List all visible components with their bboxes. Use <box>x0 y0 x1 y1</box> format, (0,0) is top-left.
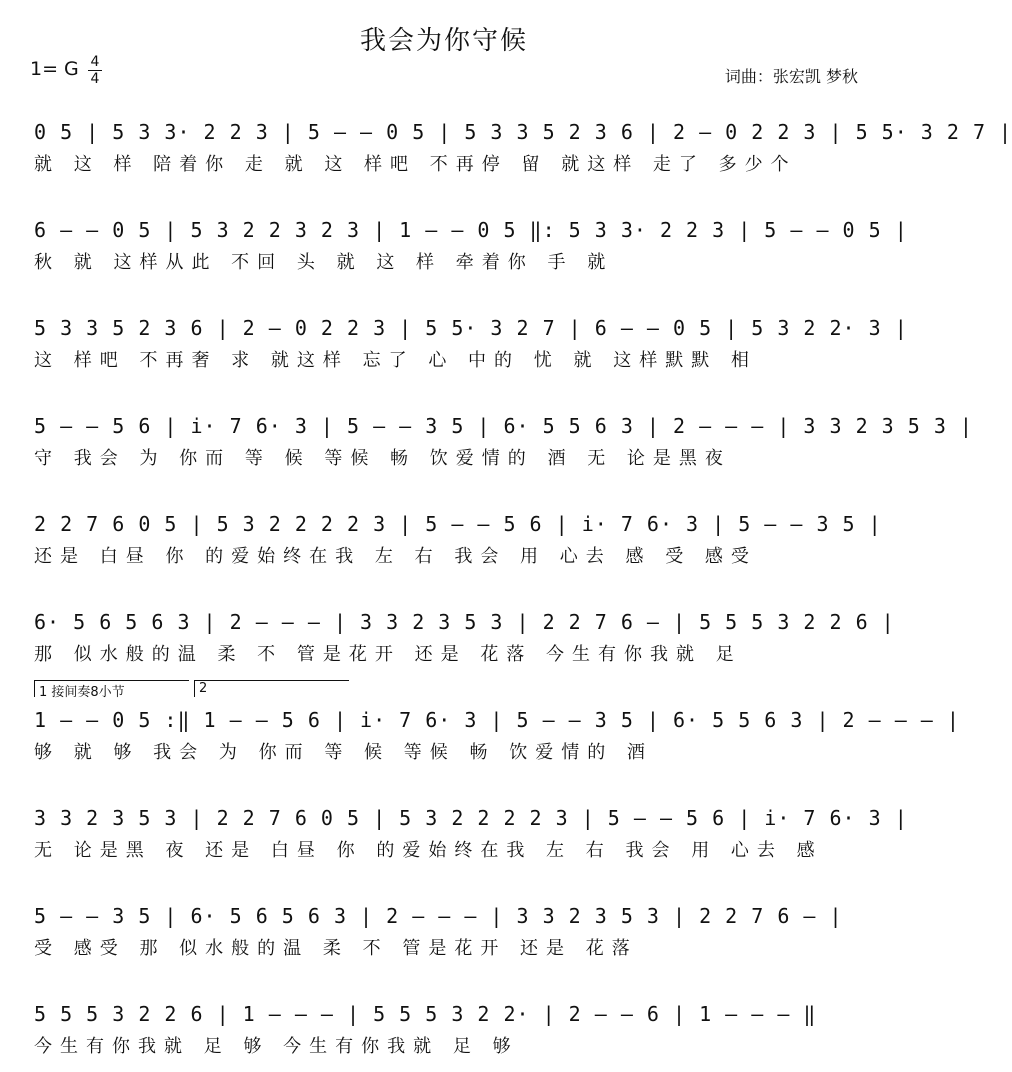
notation-line: 5 5 5 3 2 2 6 | 1 — — — | 5 5 5 3 2 2· | 2 — — 6 | 1 — — — ‖ <box>34 1002 817 1026</box>
notation-line: 6 — — 0 5 | 5 3 2 2 3 2 3 | 1 — — 0 5 ‖: 5 3 3· 2 2 3 | 5 — — 0 5 | <box>34 218 908 242</box>
notation-line: 6· 5 6 5 6 3 | 2 — — — | 3 3 2 3 5 3 | 2 2 7 6 — | 5 5 5 3 2 2 6 | <box>34 610 895 634</box>
time-signature-bottom: 4 <box>90 71 100 87</box>
score-system <box>34 316 908 374</box>
volta-second: 2 <box>194 680 349 697</box>
notation-line: 2 2 7 6 0 5 | 5 3 2 2 2 2 3 | 5 — — 5 6 | i· 7 6· 3 | 5 — — 3 5 | <box>34 512 882 536</box>
notation-line: 1 — — 0 5 :‖ 1 — — 5 6 | i· 7 6· 3 | 5 — — 3 5 | 6· 5 5 6 3 | 2 — — — | <box>34 708 960 732</box>
time-signature-top: 4 <box>90 54 100 70</box>
notation-line: 0 5 | 5 3 3· 2 2 3 | 5 — — 0 5 | 5 3 3 5 2 3 6 | 2 — 0 2 2 3 | 5 5· 3 2 7 | <box>34 120 1012 144</box>
lyrics-line: 够 就 够 我会 为 你而 等 候 等候 畅 饮爱情的 酒 <box>34 742 653 763</box>
score-system <box>34 120 1012 178</box>
time-signature <box>88 55 102 86</box>
notation-line: 5 3 3 5 2 3 6 | 2 — 0 2 2 3 | 5 5· 3 2 7 | 6 — — 0 5 | 5 3 2 2· 3 | <box>34 316 908 340</box>
score-system <box>34 610 895 668</box>
credits: 词曲：张宏凯 梦秋 <box>724 67 858 86</box>
lyrics-line: 今生有你我就 足 够 今生有你我就 足 够 <box>34 1036 519 1057</box>
volta-first: 1 接间奏8小节 <box>34 680 189 697</box>
lyrics-line: 秋 就 这样从此 不回 头 就 这 样 牵着你 手 就 <box>34 252 614 273</box>
score-system <box>34 806 908 864</box>
key-signature: 1= G <box>30 58 79 80</box>
score-system <box>34 1002 860 1060</box>
notation-line: 5 — — 5 6 | i· 7 6· 3 | 5 — — 3 5 | 6· 5 5 6 3 | 2 — — — | 3 3 2 3 5 3 | <box>34 414 973 438</box>
lyrics-line: 无 论是黑 夜 还是 白昼 你 的爱始终在我 左 右 我会 用 心去 感 <box>34 840 823 861</box>
score-system <box>34 904 860 962</box>
lyrics-line: 这 样吧 不再奢 求 就这样 忘了 心 中的 忧 就 这样默默 相 <box>34 350 757 371</box>
lyrics-line: 守 我会 为 你而 等 候 等候 畅 饮爱情的 酒 无 论是黑夜 <box>34 448 731 469</box>
notation-line: 3 3 2 3 5 3 | 2 2 7 6 0 5 | 5 3 2 2 2 2 3 | 5 — — 5 6 | i· 7 6· 3 | <box>34 806 908 830</box>
lyrics-line: 还是 白昼 你 的爱始终在我 左 右 我会 用 心去 感 受 感受 <box>34 546 757 567</box>
lyrics-line: 那 似水般的温 柔 不 管是花开 还是 花落 今生有你我就 足 <box>34 644 742 665</box>
lyrics-line: 受 感受 那 似水般的温 柔 不 管是花开 还是 花落 <box>34 938 638 959</box>
score-system <box>34 414 973 472</box>
page-title: 我会为你守候 <box>359 26 528 56</box>
score-system <box>34 708 960 766</box>
volta-brackets <box>34 680 344 710</box>
notation-line: 5 — — 3 5 | 6· 5 6 5 6 3 | 2 — — — | 3 3 2 3 5 3 | 2 2 7 6 — | <box>34 904 843 928</box>
score-system <box>34 218 908 276</box>
score-system <box>34 512 882 570</box>
lyrics-line: 就 这 样 陪着你 走 就 这 样吧 不再停 留 就这样 走了 多少个 <box>34 154 797 175</box>
